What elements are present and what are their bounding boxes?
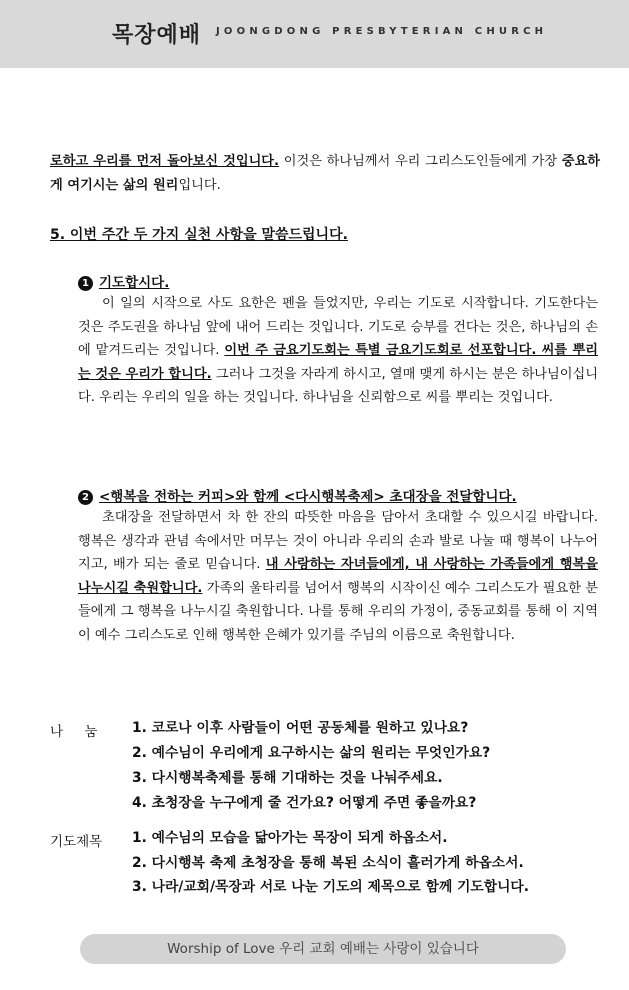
intro-bold-1: 로하고 우리를 먼저 돌아보신 것입니다.: [50, 154, 280, 169]
item-1-title: 기도합시다.: [99, 275, 170, 291]
item-1-text-1: 이 일의 시작으로 사도 요한은 펜을 들었지만, 우리는 기도로 시작합니다. 기도한다는 것은 주도권을 하나님 앞에 내어 드리는 것입니다. 기도로 승부를 건다는 것은, 하나님의 손에 맡겨드리는 것입니다.: [78, 296, 598, 359]
item-1-bold: 이번 주 금요기도회는 특별 금요기도회로 선포합니다. 씨를 뿌리는 것은 우리가 합니다.: [78, 343, 598, 382]
item-1-text-2: 그러나 그것을 자라게 하시고, 열매 맺게 하시는 분은 하나님이십니다. 우리는 우리의 일을 하는 것입니다. 하나님을 신뢰함으로 씨를 뿌리는 것입니다.: [78, 366, 598, 406]
sharing-label: 나 눔: [50, 724, 98, 740]
header-title: 목장예배: [112, 23, 202, 48]
item-2-title: <행복을 전하는 커피>와 함께 <다시행복축제> 초대장을 전달합니다.: [99, 489, 517, 505]
list-item: 1. 예수님의 모습을 닮아가는 목장이 되게 하옵소서.: [132, 830, 448, 846]
list-item: 3. 나라/교회/목장과 서로 나눈 기도의 제목으로 함께 기도합니다.: [132, 879, 529, 895]
list-item: 4. 초청장을 누구에게 줄 건가요? 어떻게 주면 좋을까요?: [132, 795, 477, 811]
prayer-label: 기도제목: [50, 834, 103, 850]
item-2-text-2: 가족의 울타리를 넘어서 행복의 시작이신 예수 그리스도가 필요한 분들에게 그 행복을 나누시길 축원합니다. 나를 통해 우리의 가정이, 중동교회를 통해 이 지역이 예수 그리스도로 인해 행복한 은혜가 있기를 주님의 이름으로 축원합니다.: [78, 580, 598, 643]
section-5-heading: 5. 이번 주간 두 가지 실천 사항을 말씀드립니다.: [50, 227, 348, 243]
page-header: [0, 0, 629, 68]
intro-bold-2: 중요하게 여기시는 삶의 원리: [50, 154, 600, 193]
item-1-heading: [78, 271, 169, 291]
sharing-questions: [132, 716, 490, 816]
item-2-paragraph: [78, 506, 598, 648]
prayer-items: [132, 826, 529, 900]
item-1-paragraph: [78, 292, 598, 410]
list-item: 1. 코로나 이후 사람들이 어떤 공동체를 원하고 있나요?: [132, 720, 469, 736]
item-2-heading: [78, 485, 517, 505]
item-2-text-1: 초대장을 전달하면서 차 한 잔의 따뜻한 마음을 담아서 초대할 수 있으시길 바랍니다. 행복은 생각과 관념 속에서만 머무는 것이 아니라 우리의 손과 발로 나눌 때 행복이 나누어지고, 배가 되는 줄로 믿습니다.: [78, 510, 598, 573]
footer-banner: Worship of Love 우리 교회 예배는 사랑이 있습니다: [80, 934, 566, 964]
number-1-icon: 1: [78, 276, 93, 291]
list-item: 2. 예수님이 우리에게 요구하시는 삶의 원리는 무엇인가요?: [132, 745, 491, 761]
intro-text-1: 이것은 하나님께서 우리 그리스도인들에게 가장: [279, 154, 562, 169]
intro-paragraph: [50, 150, 600, 198]
item-2-bold: 내 사랑하는 자녀들에게, 내 사랑하는 가족들에게 행복을 나누시길 축원합니다.: [78, 557, 599, 596]
number-2-icon: 2: [78, 490, 93, 505]
list-item: 2. 다시행복 축제 초청장을 통해 복된 소식이 흘러가게 하옵소서.: [132, 854, 524, 871]
header-subtitle: JOONGDONG PRESBYTERIAN CHURCH: [216, 26, 548, 37]
intro-text-2: 입니다.: [178, 177, 221, 193]
list-item: 3. 다시행복축제를 통해 기대하는 것을 나눠주세요.: [132, 770, 443, 786]
